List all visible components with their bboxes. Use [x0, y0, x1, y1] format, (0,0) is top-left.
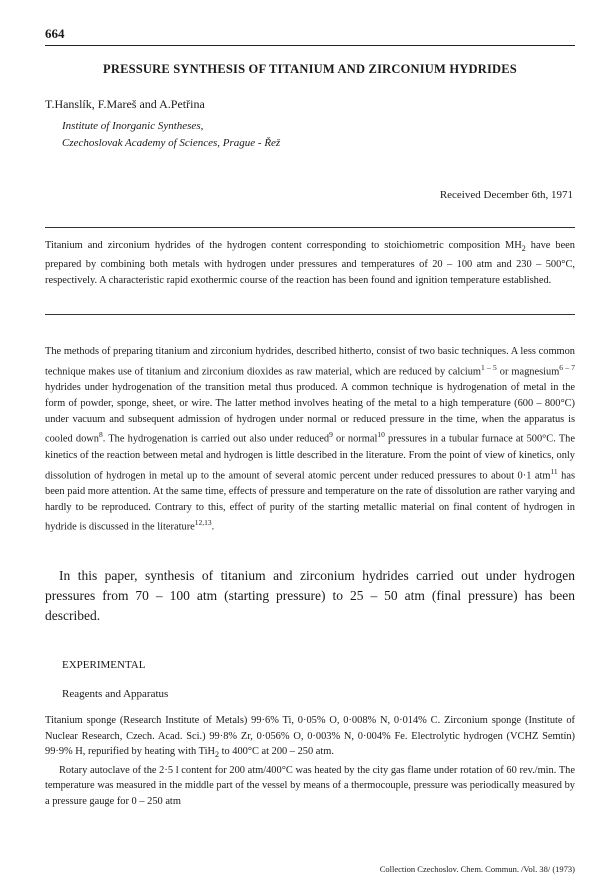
introduction — [45, 344, 575, 536]
ref: 6 – 7 — [559, 362, 576, 372]
page-number: 664 — [45, 26, 65, 41]
intro-text: . The hydrogenation is carried out also under reduced — [102, 433, 330, 445]
intro-text: pressures in a tubular furnace at 500°C. The kinetics of the reaction between metal and hydrogen is little described in the literature. From the point of view of kinetics, only dissolution of hydrogen in metal up to the amount of several atomic percent under reduced pressures to about 0·1 atm — [45, 433, 575, 481]
subsection-heading-reagents: Reagents and Apparatus — [62, 688, 169, 700]
abstract-text: Titanium and zirconium hydrides of the hydrogen content corresponding to stoichiometric composition MH — [45, 240, 522, 251]
abstract — [45, 238, 575, 288]
apparatus-paragraph: Rotary autoclave of the 2·5 l content for 200 atm/400°C was heated by the city gas flame under rotation of 60 rev./min. The temperature was measured in the middle part of the vessel by means of a thermocouple, pressure was periodically measured by a pressure gauge for 0 – 250 atm — [45, 764, 575, 808]
reagents-text: Titanium sponge (Research Institute of Metals) 99·6% Ti, 0·05% O, 0·008% N, 0·014% C. Zirconium sponge (Institute of Nuclear Research, Czech. Acad. Sci.) 99·8% Zr, 0·056% O, 0·003% N, 0·004% Fe. Electrolytic hydrogen (VCHZ Semtín) 99·9% H, repurified by heating with TiH — [45, 715, 575, 758]
ref: 8 — [98, 430, 103, 440]
abstract-top-rule — [45, 227, 575, 228]
intro-text: . — [211, 521, 215, 533]
reagents-subscript: 2 — [214, 750, 219, 760]
ref: 10 — [377, 430, 385, 440]
received-date: Received December 6th, 1971 — [439, 189, 573, 201]
affiliation — [62, 118, 280, 152]
ref: 1 – 5 — [481, 362, 497, 372]
reagents-text-2: to 400°C at 200 – 250 atm. — [218, 746, 334, 758]
authors: T.Hanslík, F.Mareš and A.Petřina — [45, 97, 205, 111]
intro-text: has been paid more attention. At the same time, effects of pressure and temperature on the rate of dissolution are rather varying and hardly to be reproduced. Contrary to this, effect of purity of the starting metallic material on final content of hydrogen in hydride is discussed in the literature — [45, 469, 575, 533]
abstract-bottom-rule — [45, 314, 575, 315]
paper-title: PRESSURE SYNTHESIS OF TITANIUM AND ZIRCONIUM HYDRIDES — [103, 62, 517, 76]
affiliation-line-1: Institute of Inorganic Syntheses, — [62, 120, 204, 132]
intro-text: or normal — [332, 433, 378, 445]
intro-text: or magnesium — [496, 366, 560, 378]
ref: 12,13 — [194, 518, 212, 528]
footer-citation: Collection Czechoslov. Chem. Commun. /Vol. 38/ (1973) — [379, 864, 575, 874]
intro2-text: In this paper, synthesis of titanium and zirconium hydrides carried out under hydrogen pressures from 70 – 100 atm (starting pressure) to 25 – 50 atm (final pressure) has been described. — [45, 568, 575, 623]
ref: 9 — [329, 430, 333, 440]
section-heading-experimental: EXPERIMENTAL — [62, 659, 146, 671]
intro-text: The methods of preparing titanium and zirconium hydrides, described hitherto, consist of two basic techniques. A less common technique makes use of titanium and zirconium dioxides as raw material, which are reduced by calcium — [45, 346, 575, 378]
ref: 11 — [550, 466, 558, 476]
header-rule — [45, 45, 575, 46]
abstract-subscript: 2 — [521, 244, 526, 254]
affiliation-line-2: Czechoslovak Academy of Sciences, Prague - Řež — [62, 137, 281, 149]
intro-text: hydrides under hydrogenation of the transition metal thus produced. A common technique is hydrogenation of metal in the form of powder, sponge, sheet, or wire. The latter method involves heating of the metal to a high temperature (600 – 800°C) under vacuum and subsequent admission of hydrogen under normal or reduced pressure in the time, when the apparatus is cooled down — [45, 382, 575, 445]
experimental-body — [45, 713, 575, 810]
intro-paragraph-2 — [45, 566, 575, 626]
abstract-text-2: have been prepared by combining both metals with hydrogen under pressures and temperatures of 20 – 100 atm and 230 – 500°C, respectively. A characteristic rapid exothermic course of the reaction has been found and ignition temperature established. — [45, 240, 575, 286]
reagents-paragraph — [45, 713, 575, 763]
